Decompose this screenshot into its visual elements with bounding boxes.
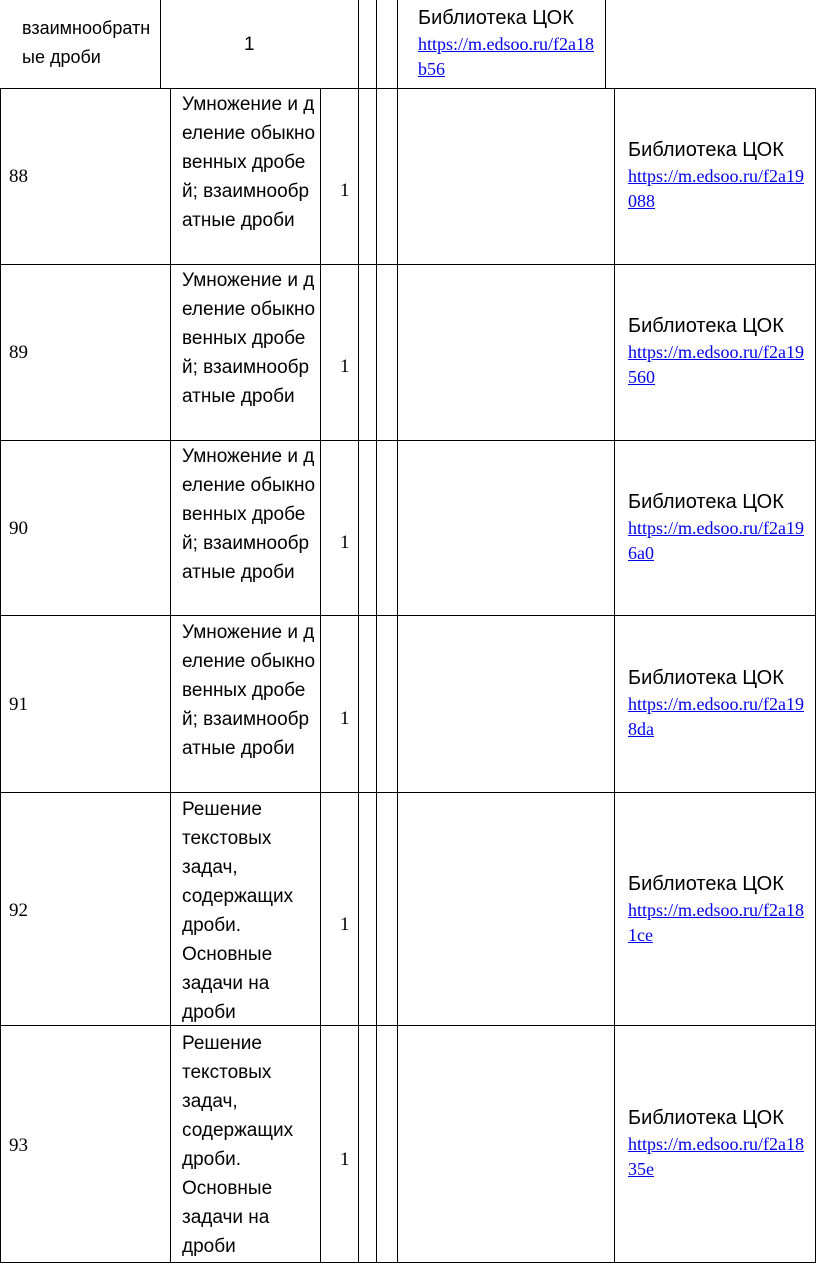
row-hours: 1	[340, 356, 350, 377]
resource-title: Библиотека ЦОК	[628, 1107, 784, 1129]
resource-title: Библиотека ЦОК	[418, 7, 574, 29]
row-hours: 1	[340, 180, 350, 201]
resource-link[interactable]: https://m.edsoo.ru/f2a19560	[628, 342, 804, 387]
row-number: 89	[9, 342, 28, 363]
row-resource	[628, 1104, 810, 1182]
row-hours: 1	[340, 914, 350, 935]
header-topic: взаимнообратные дроби	[22, 18, 151, 67]
header-resource	[418, 4, 600, 82]
row-number: 91	[9, 694, 28, 715]
resource-title: Библиотека ЦОК	[628, 873, 784, 895]
row-topic: Умножение и деление обыкновенных дробей; взаимнообратные дроби	[182, 94, 316, 231]
row-topic: Умножение и деление обыкновенных дробей; взаимнообратные дроби	[182, 270, 316, 407]
row-resource	[628, 136, 810, 214]
row-number: 88	[9, 166, 28, 187]
row-topic: Решение текстовых задач, содержащих дроби. Основные задачи на дроби	[182, 799, 294, 1023]
row-hours: 1	[340, 708, 350, 729]
row-topic: Умножение и деление обыкновенных дробей; взаимнообратные дроби	[182, 622, 316, 759]
resource-link[interactable]: https://m.edsoo.ru/f2a198da	[628, 694, 804, 739]
resource-link[interactable]: https://m.edsoo.ru/f2a18b56	[418, 34, 594, 79]
header-hours: 1	[244, 34, 255, 55]
resource-title: Библиотека ЦОК	[628, 667, 784, 689]
row-resource	[628, 870, 810, 948]
resource-link[interactable]: https://m.edsoo.ru/f2a19088	[628, 166, 804, 211]
row-resource	[628, 312, 810, 390]
resource-link[interactable]: https://m.edsoo.ru/f2a1835e	[628, 1134, 804, 1179]
row-number: 92	[9, 900, 28, 921]
resource-title: Библиотека ЦОК	[628, 139, 784, 161]
row-hours: 1	[340, 532, 350, 553]
resource-title: Библиотека ЦОК	[628, 491, 784, 513]
row-resource	[628, 488, 810, 566]
resource-link[interactable]: https://m.edsoo.ru/f2a196a0	[628, 518, 804, 563]
resource-link[interactable]: https://m.edsoo.ru/f2a181ce	[628, 900, 804, 945]
row-number: 90	[9, 518, 28, 539]
row-topic: Умножение и деление обыкновенных дробей; взаимнообратные дроби	[182, 446, 316, 583]
row-hours: 1	[340, 1149, 350, 1170]
row-topic: Решение текстовых задач, содержащих дроби. Основные задачи на дроби	[182, 1033, 294, 1257]
resource-title: Библиотека ЦОК	[628, 315, 784, 337]
row-resource	[628, 664, 810, 742]
row-number: 93	[9, 1135, 28, 1156]
